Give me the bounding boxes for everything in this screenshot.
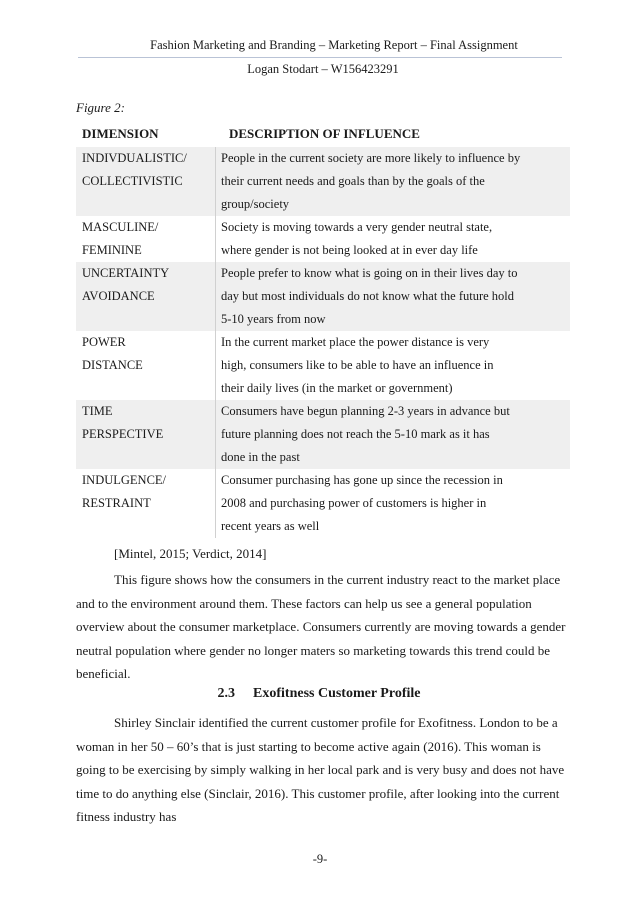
table-row — [76, 262, 570, 331]
document-header-title: Fashion Marketing and Branding – Marketing Report – Final Assignment — [150, 38, 518, 52]
description-line: Consumer purchasing has gone up since the recession in — [221, 473, 503, 487]
dimension-cell — [76, 262, 216, 331]
dimension-line: TIME — [82, 404, 113, 418]
dimension-cell — [76, 147, 216, 216]
table-row — [76, 331, 570, 400]
page-number: -9- — [312, 852, 328, 866]
table-row — [76, 147, 570, 216]
dimension-cell — [76, 216, 216, 262]
dimension-line: MASCULINE/ — [82, 220, 159, 234]
dimension-cell — [76, 469, 216, 538]
description-line: Society is moving towards a very gender neutral state, — [221, 220, 493, 234]
description-cell — [216, 147, 571, 216]
dimension-line: POWER — [82, 335, 126, 349]
dimension-line: INDULGENCE/ — [82, 473, 167, 487]
description-line: their current needs and goals than by the goals of the — [221, 174, 485, 188]
description-line: their daily lives (in the market or government) — [221, 381, 453, 395]
description-line: 2008 and purchasing power of customers is higher in — [221, 496, 487, 510]
figure-citation: [Mintel, 2015; Verdict, 2014] — [114, 546, 267, 561]
dimension-line: COLLECTIVISTIC — [82, 174, 183, 188]
dimension-line: FEMININE — [82, 243, 142, 257]
dimension-line: AVOIDANCE — [82, 289, 155, 303]
description-line: People in the current society are more likely to influence by — [221, 151, 521, 165]
column-header-description: DESCRIPTION OF INFLUENCE — [229, 126, 420, 141]
description-cell — [216, 216, 571, 262]
section-title: Exofitness Customer Profile — [253, 686, 421, 701]
dimension-cell — [76, 400, 216, 469]
description-line: future planning does not reach the 5-10 mark as it has — [221, 427, 490, 441]
body-paragraph-2: Shirley Sinclair identified the current customer profile for Exofitness. London to be a woman in her 50 – 60’s that is just starting to become active again (2016). This woman is going to be exercising by simply walking in her local park and is very busy and does not have time to do anything else (Sinclair, 2016). This customer profile, after looking into the current fitness industry has — [76, 715, 565, 825]
dimension-line: INDIVDUALISTIC/ — [82, 151, 187, 165]
description-line: Consumers have begun planning 2-3 years in advance but — [221, 404, 510, 418]
description-cell — [216, 400, 571, 469]
table-row — [76, 469, 570, 538]
section-heading — [0, 686, 638, 702]
description-line: done in the past — [221, 450, 300, 464]
dimension-line: UNCERTAINTY — [82, 266, 170, 280]
dimension-line: PERSPECTIVE — [82, 427, 164, 441]
dimension-cell — [76, 331, 216, 400]
description-line: 5-10 years from now — [221, 312, 326, 326]
description-line: group/society — [221, 197, 290, 211]
column-header-dimension: DIMENSION — [82, 126, 159, 141]
description-line: high, consumers like to be able to have an influence in — [221, 358, 494, 372]
description-line: In the current market place the power distance is very — [221, 335, 490, 349]
description-line: People prefer to know what is going on in their lives day to — [221, 266, 518, 280]
figure-caption: Figure 2: — [76, 100, 125, 115]
description-line: recent years as well — [221, 519, 320, 533]
description-line: where gender is not being looked at in ever day life — [221, 243, 478, 257]
description-cell — [216, 469, 571, 538]
table-row — [76, 400, 570, 469]
description-cell — [216, 262, 571, 331]
document-header-author: Logan Stodart – W156423291 — [247, 62, 399, 76]
dimension-line: RESTRAINT — [82, 496, 151, 510]
description-line: day but most individuals do not know what the future hold — [221, 289, 515, 303]
body-paragraph-1: This figure shows how the consumers in the current industry react to the market place and to the environment around them. These factors can help us see a general population overview about the consumer marketplace. Consumers currently are moving towards a gender neutral population where gender no longer maters so marketing towards this trend could be beneficial. — [76, 572, 566, 682]
dimensions-table — [76, 147, 570, 538]
header-divider — [78, 57, 562, 58]
dimension-line: DISTANCE — [82, 358, 143, 372]
description-cell — [216, 331, 571, 400]
section-number: 2.3 — [217, 686, 236, 701]
table-row — [76, 216, 570, 262]
